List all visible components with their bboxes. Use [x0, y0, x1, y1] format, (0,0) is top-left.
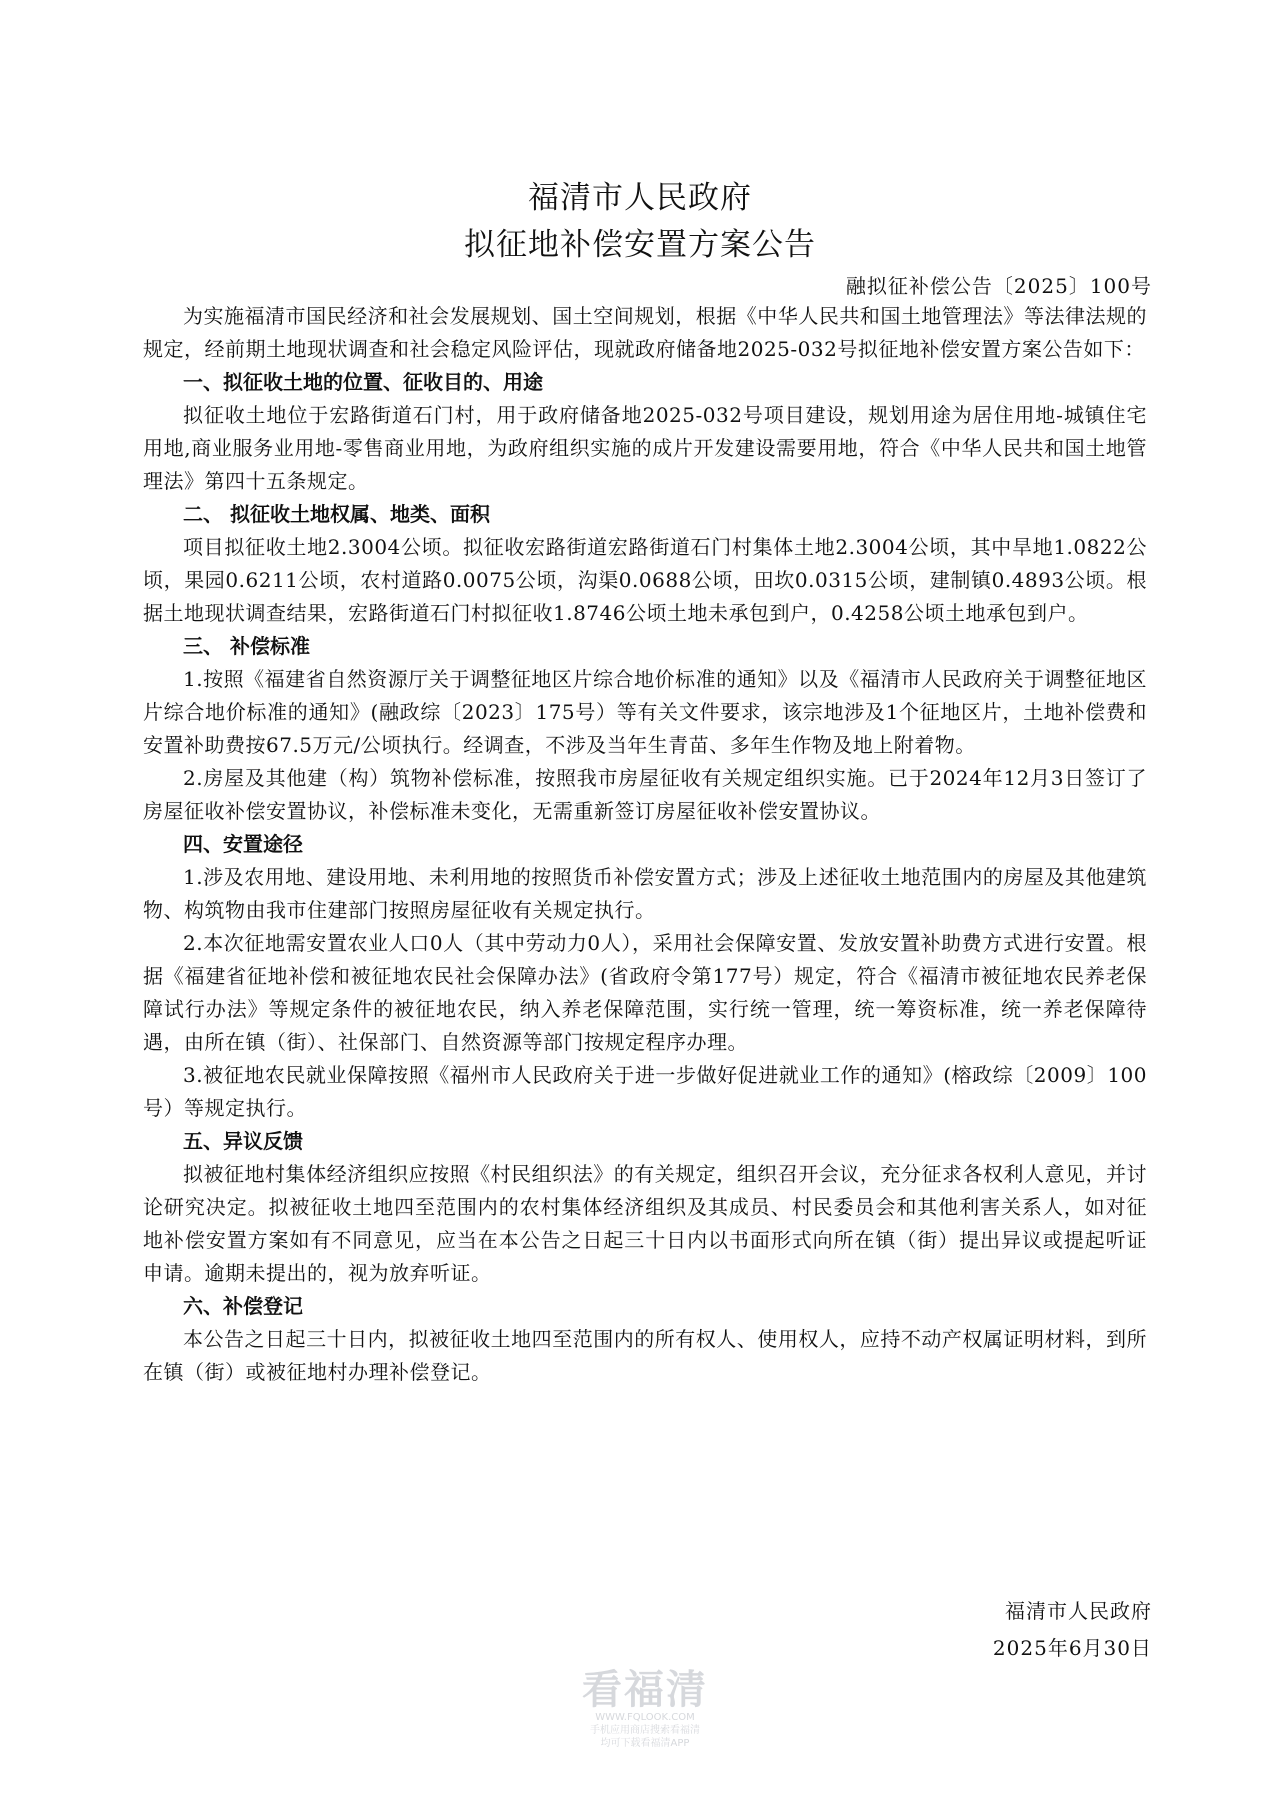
section-heading: 三、 补偿标准: [183, 634, 310, 658]
section-paragraph: 项目拟征收土地2.3004公顷。拟征收宏路街道宏路街道石门村集体土地2.3004公顷，其中旱地1.0822公顷，果园0.6211公顷，农村道路0.0075公顷，沟渠0.0688公顷，田坎0.0315公顷，建制镇0.4893公顷。根据土地现状调查结果，宏路街道石门村拟征收1.8746公顷土地未承包到户，0.4258公顷土地承包到户。: [143, 535, 1147, 625]
document-number: 融拟征补偿公告〔2025〕100号: [845, 274, 1152, 298]
signature-org: 福清市人民政府: [1005, 1599, 1152, 1623]
signature-date: 2025年6月30日: [992, 1636, 1152, 1660]
section-paragraph: 拟被征地村集体经济组织应按照《村民组织法》的有关规定，组织召开会议，充分征求各权利人意见，并讨论研究决定。拟被征收土地四至范围内的农村集体经济组织及其成员、村民委员会和其他利害关系人，如对征地补偿安置方案如有不同意见，应当在本公告之日起三十日内以书面形式向所在镇（街）提出异议或提起听证申请。逾期未提出的，视为放弃听证。: [143, 1162, 1147, 1285]
section-heading: 六、补偿登记: [183, 1294, 303, 1318]
section-heading: 五、异议反馈: [183, 1129, 303, 1153]
intro-paragraph: 为实施福清市国民经济和社会发展规划、国土空间规划，根据《中华人民共和国土地管理法》等法律法规的规定，经前期土地现状调查和社会稳定风险评估，现就政府储备地2025-032号拟征地补偿安置方案公告如下：: [143, 304, 1147, 361]
watermark-brand: 看福清: [582, 1667, 708, 1713]
watermark-url: WWW.FQLOOK.COM: [595, 1712, 695, 1723]
section-heading: 四、安置途径: [183, 832, 303, 856]
document-body: [143, 300, 1147, 1389]
section-paragraph: 1.按照《福建省自然资源厅关于调整征地区片综合地价标准的通知》以及《福清市人民政府关于调整征地区片综合地价标准的通知》(融政综〔2023〕175号）等有关文件要求，该宗地涉及1个征地区片，土地补偿费和安置补助费按67.5万元/公顷执行。经调查，不涉及当年生青苗、多年生作物及地上附着物。: [143, 667, 1147, 757]
section-paragraph: 2.房屋及其他建（构）筑物补偿标准，按照我市房屋征收有关规定组织实施。已于2024年12月3日签订了房屋征收补偿安置协议，补偿标准未变化，无需重新签订房屋征收补偿安置协议。: [143, 766, 1147, 823]
issuer-title: 福清市人民政府: [528, 180, 752, 216]
section-heading: 一、拟征收土地的位置、征收目的、用途: [183, 370, 543, 394]
section-paragraph: 2.本次征地需安置农业人口0人（其中劳动力0人），采用社会保障安置、发放安置补助费方式进行安置。根据《福建省征地补偿和被征地农民社会保障办法》(省政府令第177号）规定，符合《福清市被征地农民养老保障试行办法》等规定条件的被征地农民，纳入养老保障范围，实行统一管理，统一筹资标准，统一养老保障待遇，由所在镇（街）、社保部门、自然资源等部门按规定程序办理。: [143, 931, 1147, 1054]
section-paragraph: 3.被征地农民就业保障按照《福州市人民政府关于进一步做好促进就业工作的通知》(榕政综〔2009〕100号）等规定执行。: [143, 1063, 1147, 1120]
section-paragraph: 1.涉及农用地、建设用地、未利用地的按照货币补偿安置方式；涉及上述征收土地范围内的房屋及其他建筑物、构筑物由我市住建部门按照房屋征收有关规定执行。: [143, 865, 1147, 922]
watermark-line1: 手机应用商店搜索看福清: [590, 1725, 700, 1736]
section-paragraph: 拟征收土地位于宏路街道石门村，用于政府储备地2025-032号项目建设，规划用途为居住用地-城镇住宅用地,商业服务业用地-零售商业用地，为政府组织实施的成片开发建设需要用地，符合《中华人民共和国土地管理法》第四十五条规定。: [143, 403, 1147, 493]
section-paragraph: 本公告之日起三十日内，拟被征收土地四至范围内的所有权人、使用权人，应持不动产权属证明材料，到所在镇（街）或被征地村办理补偿登记。: [143, 1327, 1147, 1384]
watermark-line2: 均可下载看福清APP: [600, 1738, 690, 1749]
watermark: [560, 1668, 730, 1750]
section-heading: 二、 拟征收土地权属、地类、面积: [183, 502, 490, 526]
announcement-title: 拟征地补偿安置方案公告: [464, 227, 816, 263]
